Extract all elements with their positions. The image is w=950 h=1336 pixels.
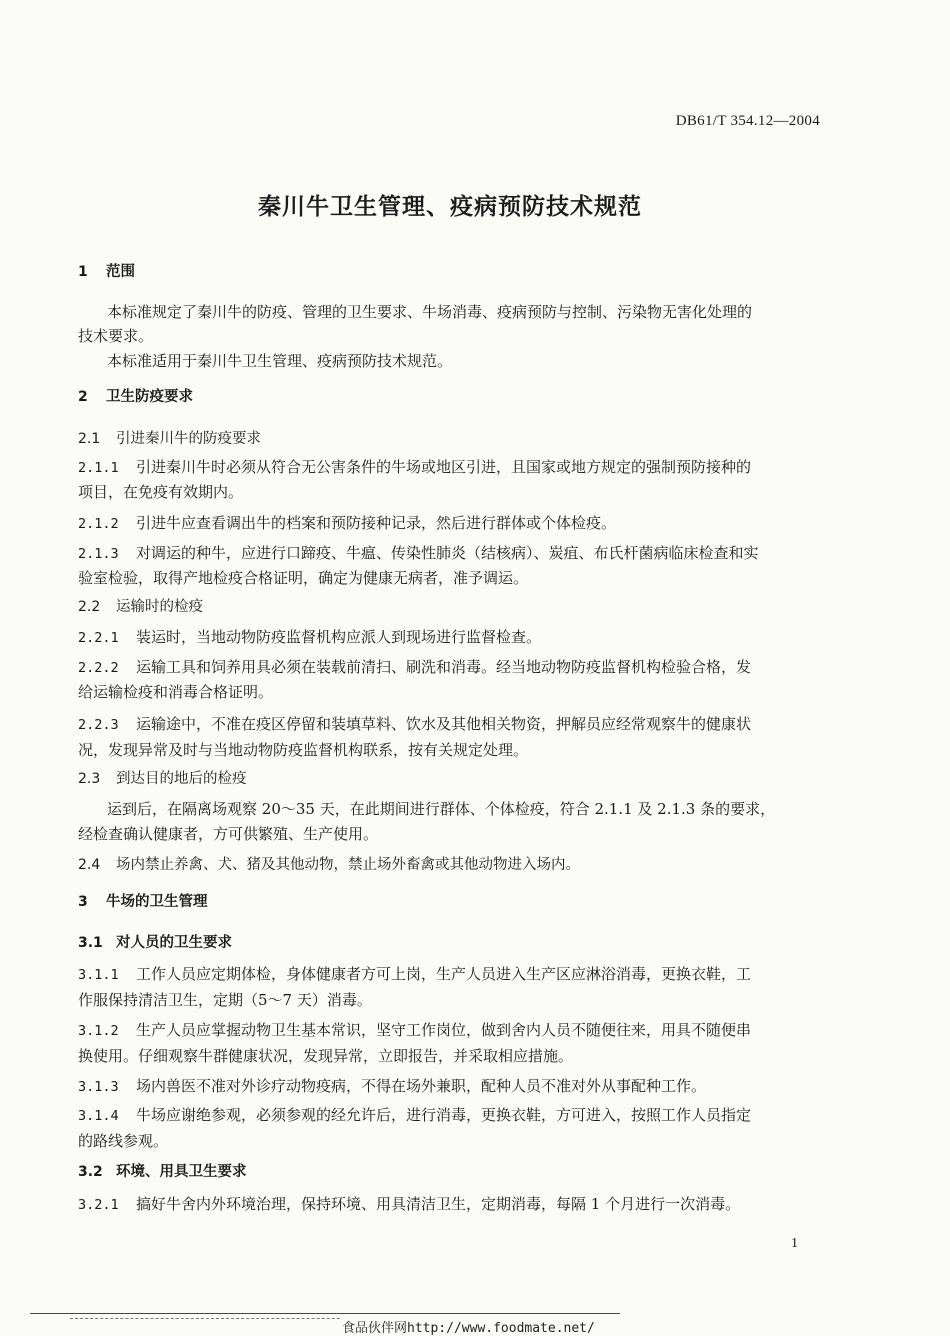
standard-code: DB61/T 354.12—2004 [675,113,820,129]
clause-2-2-1: 2.2.1 装运时，当地动物防疫监督机构应派人到现场进行监督检查。 [78,628,542,646]
section-2-4: 2.4 场内禁止养禽、犬、猪及其他动物，禁止场外畜禽或其他动物进入场内。 [78,857,580,873]
section-2-3-heading: 2.3 到达目的地后的检疫 [78,771,247,787]
clause-3-2-1: 3.2.1 搞好牛舍内外环境治理，保持环境、用具清洁卫生，定期消毒，每隔 1 个月进行一次消毒。 [78,1195,741,1213]
clause-2-2-3: 2.2.3 运输途中，不准在疫区停留和装填草料、饮水及其他相关物资，押解员应经常观察牛的健康状 [78,715,752,733]
clause-2-2-2: 2.2.2 运输工具和饲养用具必须在装载前清扫、刷洗和消毒。经当地动物防疫监督机构检验合格，发 [78,658,752,676]
section-2-1-heading: 2.1 引进秦川牛的防疫要求 [78,431,261,447]
clause-continuation: 给运输检疫和消毒合格证明。 [78,683,274,701]
footer-divider-dashed [70,1318,370,1319]
section-3-heading: 3 牛场的卫生管理 [78,894,208,910]
section-2-heading: 2 卫生防疫要求 [78,389,193,405]
clause-3-1-1: 3.1.1 工作人员应定期体检，身体健康者方可上岗，生产人员进入生产区应淋浴消毒，更换衣鞋，工 [78,965,752,983]
section-1-heading: 1 范围 [78,264,135,280]
paragraph: 技术要求。 [78,327,154,345]
section-3-1-heading: 3.1 对人员的卫生要求 [78,935,232,951]
clause-continuation: 作服保持清洁卫生，定期（5～7 天）消毒。 [78,991,372,1009]
footer-divider [30,1313,620,1314]
clause-2-1-3: 2.1.3 对调运的种牛，应进行口蹄疫、牛瘟、传染性肺炎（结核病）、炭疽、布氏杆菌病临床检查和实 [78,544,759,562]
clause-3-1-3: 3.1.3 场内兽医不准对外诊疗动物疫病，不得在场外兼职，配种人员不准对外从事配种工作。 [78,1077,707,1095]
clause-continuation: 况，发现异常及时与当地动物防疫监督机构联系，按有关规定处理。 [78,741,529,759]
clause-continuation: 验室检验，取得产地检疫合格证明，确定为健康无病者，准予调运。 [78,569,529,587]
page-number: 1 [791,1236,798,1251]
page-title: 秦川牛卫生管理、疫病预防技术规范 [258,194,642,220]
clause-3-1-2: 3.1.2 生产人员应掌握动物卫生基本常识，坚守工作岗位，做到舍内人员不随便往来，用具不随便串 [78,1021,752,1039]
clause-continuation: 的路线参观。 [78,1132,169,1150]
footer-watermark-link[interactable]: 食品伙伴网http://www.foodmate.net/ [340,1317,597,1336]
paragraph: 运到后，在隔离场观察 20～35 天，在此期间进行群体、个体检疫，符合 2.1.1 及 2.1.3 条的要求， [107,800,776,818]
clause-continuation: 换使用。仔细观察牛群健康状况，发现异常，立即报告，并采取相应措施。 [78,1047,574,1065]
section-3-2-heading: 3.2 环境、用具卫生要求 [78,1164,247,1180]
clause-3-1-4: 3.1.4 牛场应谢绝参观，必须参观的经允许后，进行消毒，更换衣鞋，方可进入，按照工作人员指定 [78,1106,752,1124]
clause-2-1-2: 2.1.2 引进牛应查看调出牛的档案和预防接种记录，然后进行群体或个体检疫。 [78,514,617,532]
section-2-2-heading: 2.2 运输时的检疫 [78,599,203,615]
clause-continuation: 项目，在免疫有效期内。 [78,483,244,501]
paragraph: 本标准适用于秦川牛卫生管理、疫病预防技术规范。 [107,352,453,370]
paragraph: 本标准规定了秦川牛的防疫、管理的卫生要求、牛场消毒、疫病预防与控制、污染物无害化处理的 [107,303,753,321]
paragraph: 经检查确认健康者，方可供繁殖、生产使用。 [78,825,379,843]
clause-2-1-1: 2.1.1 引进秦川牛时必须从符合无公害条件的牛场或地区引进，且国家或地方规定的强制预防接种的 [78,458,752,476]
